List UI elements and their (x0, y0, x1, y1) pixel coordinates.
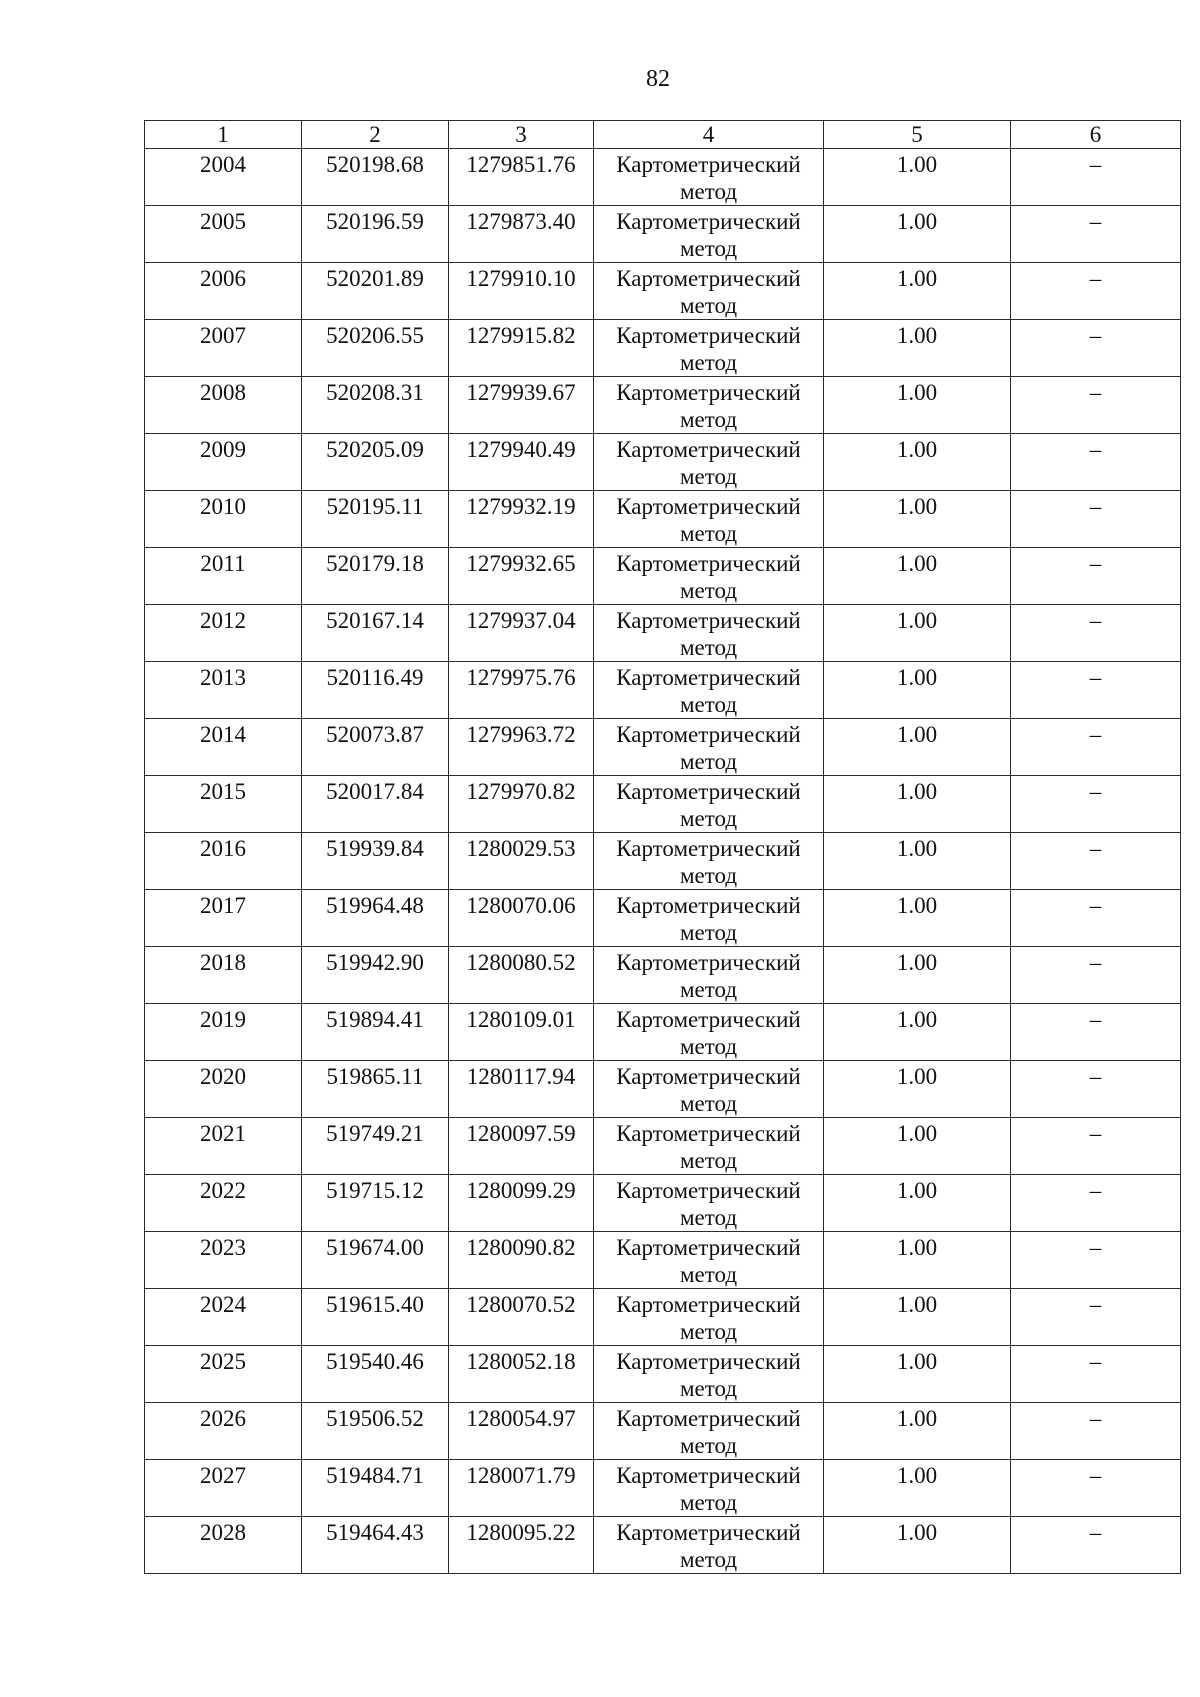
method-text-line2: метод (679, 179, 738, 204)
method-text-line1: Картометрический (616, 1064, 801, 1089)
x-coordinate-cell: 519484.71 (302, 1460, 449, 1517)
x-coordinate-cell: 520195.11 (302, 491, 449, 548)
method-cell (594, 377, 824, 434)
note-cell: – (1011, 776, 1181, 833)
table-row (145, 1460, 1181, 1517)
point-number-cell: 2004 (145, 149, 302, 206)
method-cell (594, 206, 824, 263)
y-coordinate-cell: 1280080.52 (449, 947, 594, 1004)
y-coordinate-cell: 1279932.65 (449, 548, 594, 605)
accuracy-cell: 1.00 (824, 1517, 1011, 1574)
note-cell: – (1011, 1118, 1181, 1175)
method-text-line1: Картометрический (616, 1235, 801, 1260)
method-text-line1: Картометрический (616, 437, 801, 462)
method-text-line1: Картометрический (616, 1007, 801, 1032)
x-coordinate-cell: 520179.18 (302, 548, 449, 605)
method-cell (594, 1289, 824, 1346)
x-coordinate-cell: 519540.46 (302, 1346, 449, 1403)
point-number-cell: 2027 (145, 1460, 302, 1517)
method-cell (594, 491, 824, 548)
table-row (145, 776, 1181, 833)
x-coordinate-cell: 520205.09 (302, 434, 449, 491)
page-number: 82 (646, 66, 670, 92)
x-coordinate-cell: 519506.52 (302, 1403, 449, 1460)
method-text-line1: Картометрический (616, 665, 801, 690)
note-cell: – (1011, 377, 1181, 434)
note-cell: – (1011, 605, 1181, 662)
point-number-cell: 2024 (145, 1289, 302, 1346)
method-text-line1: Картометрический (616, 1349, 801, 1374)
table-row (145, 320, 1181, 377)
accuracy-cell: 1.00 (824, 1004, 1011, 1061)
table-row (145, 548, 1181, 605)
method-text-line2: метод (679, 749, 738, 774)
note-cell: – (1011, 548, 1181, 605)
y-coordinate-cell: 1279937.04 (449, 605, 594, 662)
table-row (145, 377, 1181, 434)
table-row (145, 947, 1181, 1004)
note-cell: – (1011, 719, 1181, 776)
method-text-line2: метод (679, 1433, 738, 1458)
y-coordinate-cell: 1279915.82 (449, 320, 594, 377)
method-text-line2: метод (679, 1376, 738, 1401)
accuracy-cell: 1.00 (824, 662, 1011, 719)
accuracy-cell: 1.00 (824, 947, 1011, 1004)
point-number-cell: 2019 (145, 1004, 302, 1061)
note-cell: – (1011, 1004, 1181, 1061)
point-number-cell: 2008 (145, 377, 302, 434)
point-number-cell: 2005 (145, 206, 302, 263)
x-coordinate-cell: 520196.59 (302, 206, 449, 263)
accuracy-cell: 1.00 (824, 1118, 1011, 1175)
note-cell: – (1011, 1403, 1181, 1460)
accuracy-cell: 1.00 (824, 833, 1011, 890)
accuracy-cell: 1.00 (824, 263, 1011, 320)
method-text-line2: метод (679, 863, 738, 888)
table-row (145, 1175, 1181, 1232)
note-cell: – (1011, 1232, 1181, 1289)
method-cell (594, 1175, 824, 1232)
y-coordinate-cell: 1280109.01 (449, 1004, 594, 1061)
table-row (145, 491, 1181, 548)
accuracy-cell: 1.00 (824, 719, 1011, 776)
method-text-line1: Картометрический (616, 494, 801, 519)
method-text-line2: метод (679, 293, 738, 318)
method-cell (594, 263, 824, 320)
point-number-cell: 2006 (145, 263, 302, 320)
point-number-cell: 2026 (145, 1403, 302, 1460)
method-text-line2: метод (679, 1091, 738, 1116)
point-number-cell: 2017 (145, 890, 302, 947)
method-cell (594, 1004, 824, 1061)
y-coordinate-cell: 1280097.59 (449, 1118, 594, 1175)
method-text-line1: Картометрический (616, 380, 801, 405)
x-coordinate-cell: 519464.43 (302, 1517, 449, 1574)
method-cell (594, 434, 824, 491)
method-text-line2: метод (679, 464, 738, 489)
method-cell (594, 1118, 824, 1175)
method-text-line1: Картометрический (616, 209, 801, 234)
method-text-line2: метод (679, 236, 738, 261)
x-coordinate-cell: 520167.14 (302, 605, 449, 662)
method-text-line1: Картометрический (616, 551, 801, 576)
method-cell (594, 320, 824, 377)
x-coordinate-cell: 520201.89 (302, 263, 449, 320)
point-number-cell: 2010 (145, 491, 302, 548)
accuracy-cell: 1.00 (824, 1175, 1011, 1232)
method-text-line2: метод (679, 521, 738, 546)
x-coordinate-cell: 519715.12 (302, 1175, 449, 1232)
note-cell: – (1011, 1460, 1181, 1517)
note-cell: – (1011, 1061, 1181, 1118)
note-cell: – (1011, 833, 1181, 890)
table-row (145, 1346, 1181, 1403)
x-coordinate-cell: 519865.11 (302, 1061, 449, 1118)
point-number-cell: 2018 (145, 947, 302, 1004)
accuracy-cell: 1.00 (824, 1061, 1011, 1118)
column-header: 1 (145, 121, 302, 149)
point-number-cell: 2012 (145, 605, 302, 662)
y-coordinate-cell: 1280054.97 (449, 1403, 594, 1460)
point-number-cell: 2013 (145, 662, 302, 719)
note-cell: – (1011, 434, 1181, 491)
method-cell (594, 719, 824, 776)
method-cell (594, 833, 824, 890)
method-text-line1: Картометрический (616, 1520, 801, 1545)
note-cell: – (1011, 263, 1181, 320)
accuracy-cell: 1.00 (824, 377, 1011, 434)
y-coordinate-cell: 1280099.29 (449, 1175, 594, 1232)
method-text-line2: метод (679, 1148, 738, 1173)
note-cell: – (1011, 1517, 1181, 1574)
method-text-line2: метод (679, 1262, 738, 1287)
method-text-line2: метод (679, 578, 738, 603)
point-number-cell: 2022 (145, 1175, 302, 1232)
column-header: 5 (824, 121, 1011, 149)
method-text-line2: метод (679, 1205, 738, 1230)
y-coordinate-cell: 1280117.94 (449, 1061, 594, 1118)
method-text-line2: метод (679, 1547, 738, 1572)
accuracy-cell: 1.00 (824, 1232, 1011, 1289)
accuracy-cell: 1.00 (824, 149, 1011, 206)
method-cell (594, 548, 824, 605)
table-row (145, 719, 1181, 776)
method-text-line2: метод (679, 806, 738, 831)
point-number-cell: 2011 (145, 548, 302, 605)
column-header: 2 (302, 121, 449, 149)
x-coordinate-cell: 520017.84 (302, 776, 449, 833)
y-coordinate-cell: 1280095.22 (449, 1517, 594, 1574)
y-coordinate-cell: 1279851.76 (449, 149, 594, 206)
y-coordinate-cell: 1280070.06 (449, 890, 594, 947)
y-coordinate-cell: 1279939.67 (449, 377, 594, 434)
y-coordinate-cell: 1279910.10 (449, 263, 594, 320)
note-cell: – (1011, 947, 1181, 1004)
method-cell (594, 605, 824, 662)
table-row (145, 1403, 1181, 1460)
method-cell (594, 1460, 824, 1517)
method-text-line1: Картометрический (616, 152, 801, 177)
table-row (145, 890, 1181, 947)
note-cell: – (1011, 662, 1181, 719)
column-header: 4 (594, 121, 824, 149)
method-text-line1: Картометрический (616, 1121, 801, 1146)
table-row (145, 206, 1181, 263)
accuracy-cell: 1.00 (824, 1403, 1011, 1460)
point-number-cell: 2023 (145, 1232, 302, 1289)
point-number-cell: 2015 (145, 776, 302, 833)
method-text-line1: Картометрический (616, 722, 801, 747)
method-text-line1: Картометрический (616, 893, 801, 918)
y-coordinate-cell: 1280052.18 (449, 1346, 594, 1403)
point-number-cell: 2009 (145, 434, 302, 491)
point-number-cell: 2025 (145, 1346, 302, 1403)
method-text-line1: Картометрический (616, 1178, 801, 1203)
x-coordinate-cell: 520198.68 (302, 149, 449, 206)
table-row (145, 1118, 1181, 1175)
column-header: 6 (1011, 121, 1181, 149)
accuracy-cell: 1.00 (824, 548, 1011, 605)
note-cell: – (1011, 1346, 1181, 1403)
accuracy-cell: 1.00 (824, 605, 1011, 662)
y-coordinate-cell: 1279940.49 (449, 434, 594, 491)
method-text-line1: Картометрический (616, 1406, 801, 1431)
x-coordinate-cell: 519964.48 (302, 890, 449, 947)
accuracy-cell: 1.00 (824, 491, 1011, 548)
accuracy-cell: 1.00 (824, 434, 1011, 491)
method-cell (594, 776, 824, 833)
table-row (145, 1061, 1181, 1118)
method-text-line1: Картометрический (616, 950, 801, 975)
y-coordinate-cell: 1279970.82 (449, 776, 594, 833)
table-row (145, 149, 1181, 206)
table-row (145, 605, 1181, 662)
method-cell (594, 890, 824, 947)
x-coordinate-cell: 520206.55 (302, 320, 449, 377)
point-number-cell: 2014 (145, 719, 302, 776)
note-cell: – (1011, 491, 1181, 548)
note-cell: – (1011, 206, 1181, 263)
note-cell: – (1011, 1289, 1181, 1346)
y-coordinate-cell: 1280090.82 (449, 1232, 594, 1289)
table-row (145, 1004, 1181, 1061)
table-row (145, 833, 1181, 890)
x-coordinate-cell: 520208.31 (302, 377, 449, 434)
x-coordinate-cell: 520073.87 (302, 719, 449, 776)
method-text-line2: метод (679, 350, 738, 375)
y-coordinate-cell: 1279975.76 (449, 662, 594, 719)
accuracy-cell: 1.00 (824, 1460, 1011, 1517)
method-text-line2: метод (679, 635, 738, 660)
method-cell (594, 947, 824, 1004)
table-row (145, 1232, 1181, 1289)
method-text-line1: Картометрический (616, 323, 801, 348)
accuracy-cell: 1.00 (824, 1289, 1011, 1346)
method-cell (594, 662, 824, 719)
table-row (145, 263, 1181, 320)
method-cell (594, 149, 824, 206)
x-coordinate-cell: 519749.21 (302, 1118, 449, 1175)
y-coordinate-cell: 1279873.40 (449, 206, 594, 263)
point-number-cell: 2028 (145, 1517, 302, 1574)
table-row (145, 1517, 1181, 1574)
y-coordinate-cell: 1280029.53 (449, 833, 594, 890)
note-cell: – (1011, 890, 1181, 947)
note-cell: – (1011, 149, 1181, 206)
point-number-cell: 2021 (145, 1118, 302, 1175)
method-text-line2: метод (679, 977, 738, 1002)
method-text-line2: метод (679, 1490, 738, 1515)
method-cell (594, 1061, 824, 1118)
y-coordinate-cell: 1279932.19 (449, 491, 594, 548)
accuracy-cell: 1.00 (824, 776, 1011, 833)
x-coordinate-cell: 519939.84 (302, 833, 449, 890)
x-coordinate-cell: 519942.90 (302, 947, 449, 1004)
note-cell: – (1011, 320, 1181, 377)
table-row (145, 662, 1181, 719)
x-coordinate-cell: 519674.00 (302, 1232, 449, 1289)
accuracy-cell: 1.00 (824, 1346, 1011, 1403)
method-text-line2: метод (679, 1034, 738, 1059)
method-text-line1: Картометрический (616, 836, 801, 861)
method-text-line1: Картометрический (616, 608, 801, 633)
point-number-cell: 2016 (145, 833, 302, 890)
x-coordinate-cell: 519894.41 (302, 1004, 449, 1061)
point-number-cell: 2007 (145, 320, 302, 377)
y-coordinate-cell: 1279963.72 (449, 719, 594, 776)
method-text-line1: Картометрический (616, 266, 801, 291)
method-cell (594, 1232, 824, 1289)
table-row (145, 1289, 1181, 1346)
table-row (145, 434, 1181, 491)
coordinates-table (144, 120, 1181, 1574)
method-text-line1: Картометрический (616, 1292, 801, 1317)
point-number-cell: 2020 (145, 1061, 302, 1118)
method-text-line2: метод (679, 1319, 738, 1344)
accuracy-cell: 1.00 (824, 890, 1011, 947)
method-text-line1: Картометрический (616, 779, 801, 804)
x-coordinate-cell: 519615.40 (302, 1289, 449, 1346)
x-coordinate-cell: 520116.49 (302, 662, 449, 719)
accuracy-cell: 1.00 (824, 320, 1011, 377)
column-header: 3 (449, 121, 594, 149)
method-cell (594, 1517, 824, 1574)
method-cell (594, 1403, 824, 1460)
note-cell: – (1011, 1175, 1181, 1232)
table-header-row (145, 121, 1181, 149)
y-coordinate-cell: 1280071.79 (449, 1460, 594, 1517)
y-coordinate-cell: 1280070.52 (449, 1289, 594, 1346)
method-text-line2: метод (679, 920, 738, 945)
accuracy-cell: 1.00 (824, 206, 1011, 263)
method-text-line2: метод (679, 692, 738, 717)
method-cell (594, 1346, 824, 1403)
method-text-line1: Картометрический (616, 1463, 801, 1488)
method-text-line2: метод (679, 407, 738, 432)
